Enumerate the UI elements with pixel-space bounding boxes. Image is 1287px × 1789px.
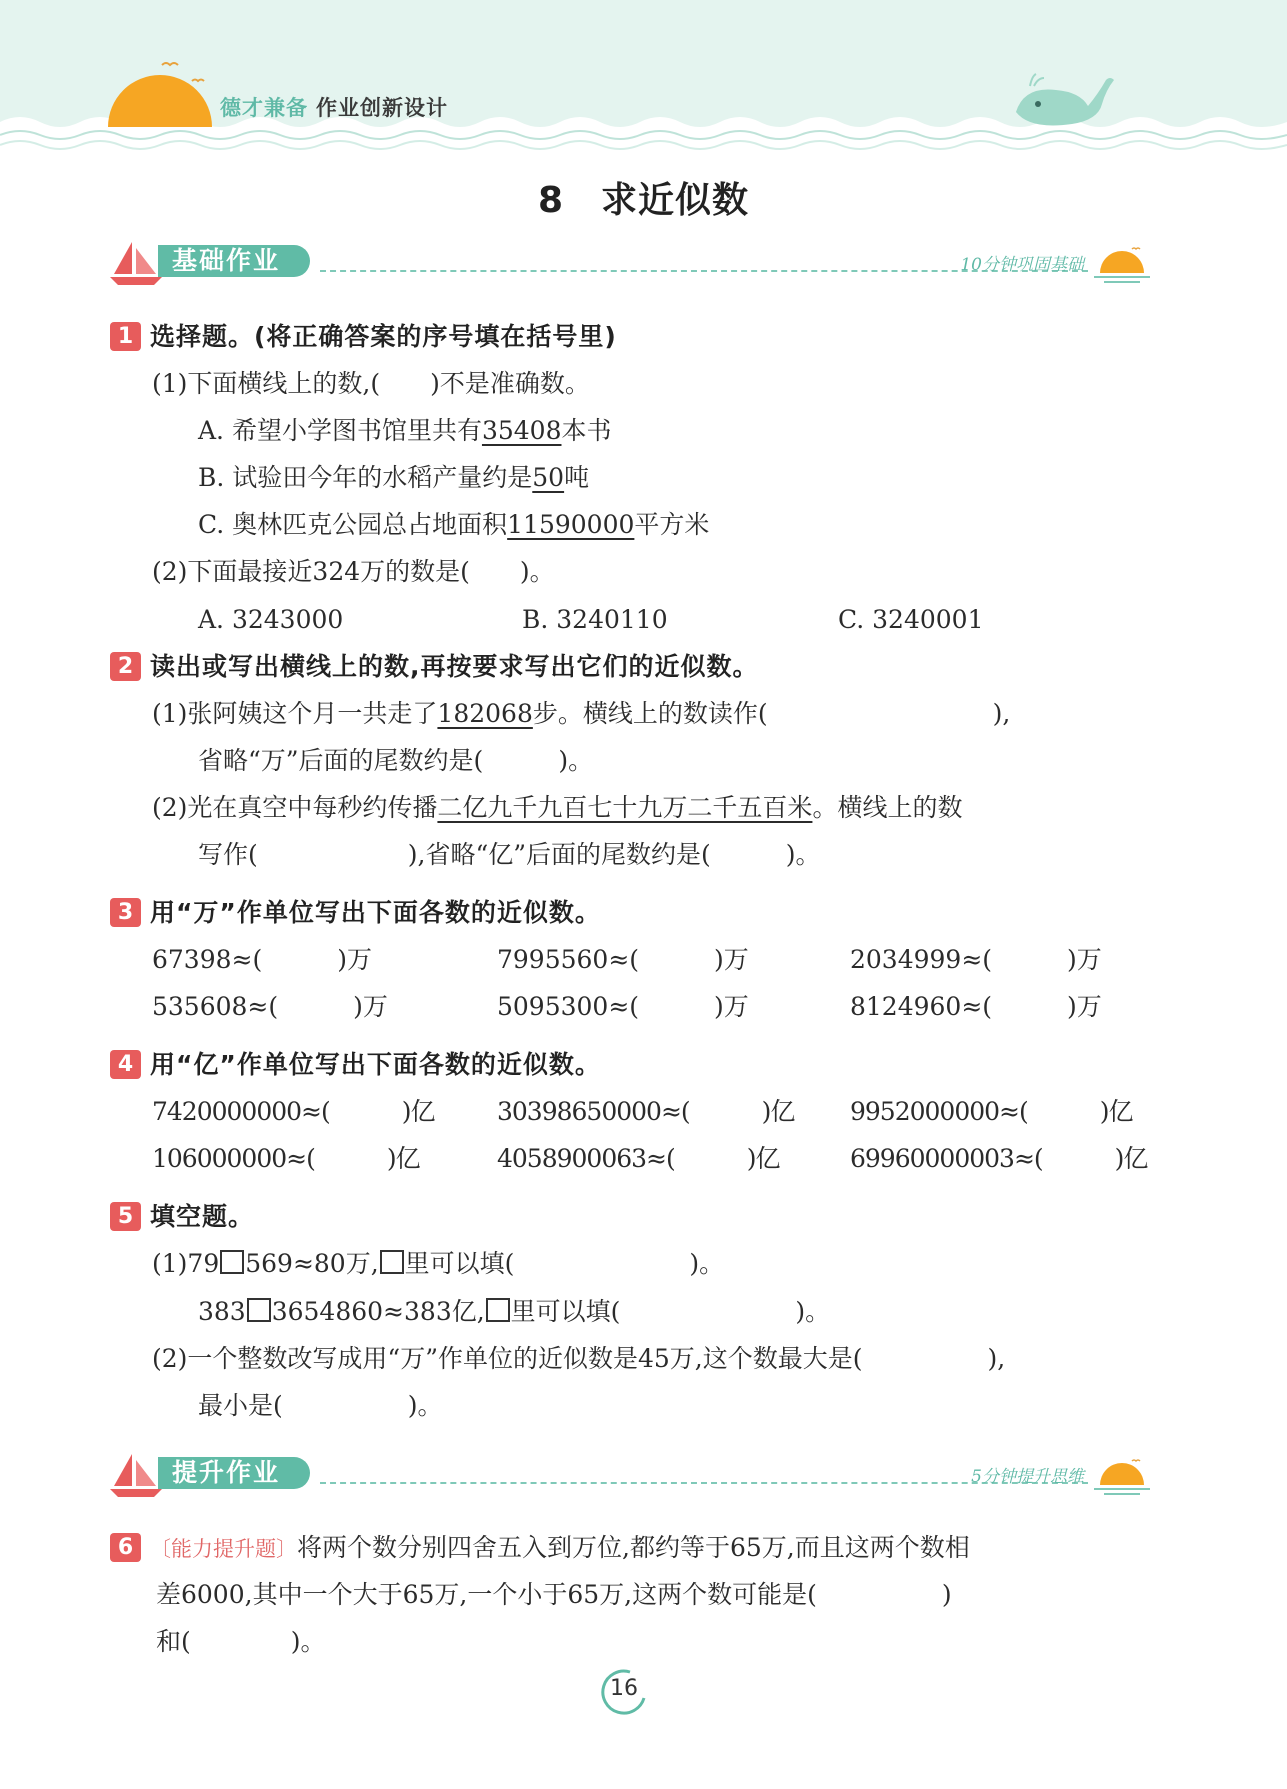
q4-item: 9952000000≈( )亿	[850, 1097, 1133, 1126]
section-label: 提升作业	[158, 1457, 310, 1489]
section-label: 基础作业	[158, 245, 310, 277]
q3-item: 5095300≈( )万	[497, 992, 749, 1021]
q1-p2-option-c: C. 3240001	[838, 605, 984, 634]
q1-part2: (2)下面最接近324万的数是( )。	[152, 557, 555, 586]
sun-icon	[100, 55, 220, 130]
q3-item: 535608≈( )万	[152, 992, 388, 1021]
blank-box-icon	[220, 1250, 244, 1274]
question-1-title: 1 选择题。(将正确答案的序号填在括号里)	[110, 321, 617, 353]
q2-part2-line2: 写作( ),省略“亿”后面的尾数约是( )。	[198, 840, 821, 869]
brand-green: 德才兼备	[220, 96, 308, 120]
sunset-icon	[1094, 245, 1150, 285]
q3-item: 7995560≈( )万	[497, 945, 749, 974]
q2-part2: (2)光在真空中每秒约传播二亿九千九百七十九万二千五百米。横线上的数	[152, 793, 963, 822]
question-6-line3: 和( )。	[156, 1627, 326, 1656]
q5-line2: 383 3654860≈383亿, 里可以填( )。	[198, 1297, 831, 1326]
q4-item: 7420000000≈( )亿	[152, 1097, 435, 1126]
q1-option-c: C. 奥林匹克公园总占地面积11590000平方米	[198, 510, 710, 539]
section-note: 10分钟巩固基础	[960, 255, 1084, 275]
q3-item: 2034999≈( )万	[850, 945, 1102, 974]
q4-item: 4058900063≈( )亿	[497, 1144, 780, 1173]
question-number: 2	[110, 652, 141, 681]
question-number: 1	[110, 322, 141, 351]
page-number: 16	[610, 1676, 638, 1701]
question-6-line1: 6 〔能力提升题〕将两个数分别四舍五入到万位,都约等于65万,而且这两个数相	[110, 1532, 970, 1565]
whale-icon	[1010, 72, 1120, 132]
q5-line3: (2)一个整数改写成用“万”作单位的近似数是45万,这个数最大是( ),	[152, 1344, 1006, 1373]
blank-box-icon	[380, 1250, 404, 1274]
question-number: 5	[110, 1202, 141, 1231]
page-title: 8 求近似数	[537, 180, 750, 221]
brand-dark: 作业创新设计	[316, 96, 448, 120]
q1-option-a: A. 希望小学图书馆里共有35408本书	[198, 416, 612, 445]
q1-p2-option-b: B. 3240110	[522, 605, 668, 634]
question-4-title: 4 用“亿”作单位写出下面各数的近似数。	[110, 1049, 601, 1081]
section-header-basic	[110, 240, 1150, 290]
question-number: 6	[110, 1533, 141, 1562]
q3-item: 8124960≈( )万	[850, 992, 1102, 1021]
section-note: 5分钟提升思维	[971, 1467, 1084, 1487]
q5-line1: (1)79 569≈80万, 里可以填( )。	[152, 1249, 725, 1278]
q2-part1: (1)张阿姨这个月一共走了182068步。横线上的数读作( ),	[152, 699, 1011, 728]
blank-box-icon	[247, 1298, 271, 1322]
q4-item: 30398650000≈( )亿	[497, 1097, 795, 1126]
header-brand	[220, 92, 448, 122]
q2-part1-line2: 省略“万”后面的尾数约是( )。	[198, 746, 594, 775]
question-2-title: 2 读出或写出横线上的数,再按要求写出它们的近似数。	[110, 651, 759, 683]
sailboat-icon	[110, 240, 162, 286]
question-6-line2: 差6000,其中一个大于65万,一个小于65万,这两个数可能是( )	[156, 1580, 952, 1609]
question-5-title: 5 填空题。	[110, 1201, 254, 1233]
q1-p2-option-a: A. 3243000	[198, 605, 344, 634]
section-header-advanced	[110, 1452, 1150, 1502]
question-3-title: 3 用“万”作单位写出下面各数的近似数。	[110, 897, 601, 929]
question-number: 3	[110, 898, 141, 927]
sunset-icon	[1094, 1457, 1150, 1497]
ability-tag: 〔能力提升题〕	[150, 1537, 297, 1561]
q4-item: 69960000003≈( )亿	[850, 1144, 1148, 1173]
q1-option-b: B. 试验田今年的水稻产量约是50吨	[198, 463, 590, 492]
sailboat-icon	[110, 1452, 162, 1498]
q1-part1: (1)下面横线上的数,( )不是准确数。	[152, 369, 590, 398]
q4-item: 106000000≈( )亿	[152, 1144, 420, 1173]
question-number: 4	[110, 1050, 141, 1079]
q3-item: 67398≈( )万	[152, 945, 372, 974]
q5-line4: 最小是( )。	[198, 1391, 443, 1420]
blank-box-icon	[486, 1298, 510, 1322]
